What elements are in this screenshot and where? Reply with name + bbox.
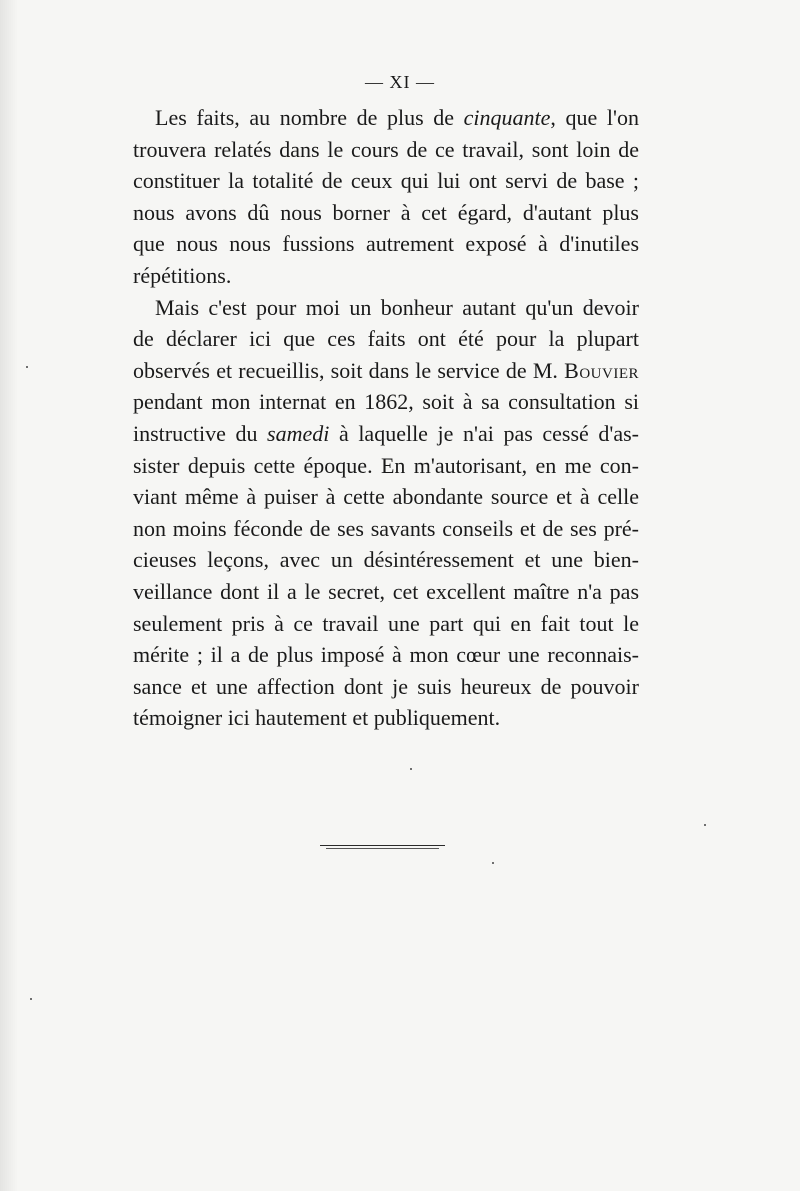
- text-line: non moins féconde de ses savants conseils et de ses pré-: [133, 515, 639, 541]
- body-text: [133, 102, 639, 734]
- text-line: cieuses leçons, avec un désintéressement et une bien-: [133, 547, 639, 573]
- text-span: , que l'on: [550, 105, 640, 130]
- scan-speck: [26, 366, 28, 368]
- paragraph-1: [133, 102, 639, 292]
- text-line: viant même à puiser à cette abondante source et à celle: [133, 484, 639, 510]
- italic-span: samedi: [267, 420, 330, 446]
- text-line: trouvera relatés dans le cours de ce travail, sont loin de: [133, 136, 639, 162]
- text-line: témoigner ici hautement et publiquement.: [133, 705, 501, 731]
- text-span: à laquelle je n'ai pas cessé d'as-: [329, 420, 639, 446]
- text-line: Mais c'est pour moi un bonheur autant qu'un devoir: [155, 294, 639, 320]
- text-line: constituer la totalité de ceux qui lui ont servi de base ;: [133, 168, 639, 194]
- text-line: de déclarer ici que ces faits ont été pour la plupart: [133, 326, 639, 352]
- text-line: que nous nous fussions autrement exposé à d'inutiles: [133, 231, 639, 257]
- text-line: [133, 355, 639, 387]
- text-span: Les faits, au nombre de plus de: [155, 105, 464, 130]
- scan-speck: [492, 862, 494, 864]
- text-span: observés et recueillis, soit dans le service de M.: [133, 357, 565, 383]
- section-divider: [320, 845, 445, 846]
- text-line: pendant mon internat en 1862, soit à sa consultation si: [133, 389, 639, 415]
- text-span: instructive du: [133, 420, 268, 446]
- scan-speck: [30, 998, 32, 1000]
- text-line: sance et une affection dont je suis heureux de pouvoir: [133, 673, 639, 699]
- scan-speck: [410, 768, 412, 770]
- text-line: [133, 418, 639, 450]
- text-line: sister depuis cette époque. En m'autorisant, en me con-: [133, 452, 639, 478]
- text-line: [133, 102, 639, 134]
- text-line: nous avons dû nous borner à cet égard, d'autant plus: [133, 199, 639, 225]
- page-number: — XI —: [365, 72, 435, 92]
- scan-speck: [704, 824, 706, 826]
- text-line: mérite ; il a de plus imposé à mon cœur une reconnais-: [133, 642, 639, 668]
- text-line: veillance dont il a le secret, cet excellent maître n'a pas: [133, 578, 639, 604]
- italic-span: cinquante: [463, 105, 551, 130]
- small-caps-span: Bouvier: [564, 357, 639, 383]
- text-line: répétitions.: [133, 262, 232, 288]
- text-line: seulement pris à ce travail une part qui en fait tout le: [133, 610, 639, 636]
- paragraph-2: [133, 292, 639, 734]
